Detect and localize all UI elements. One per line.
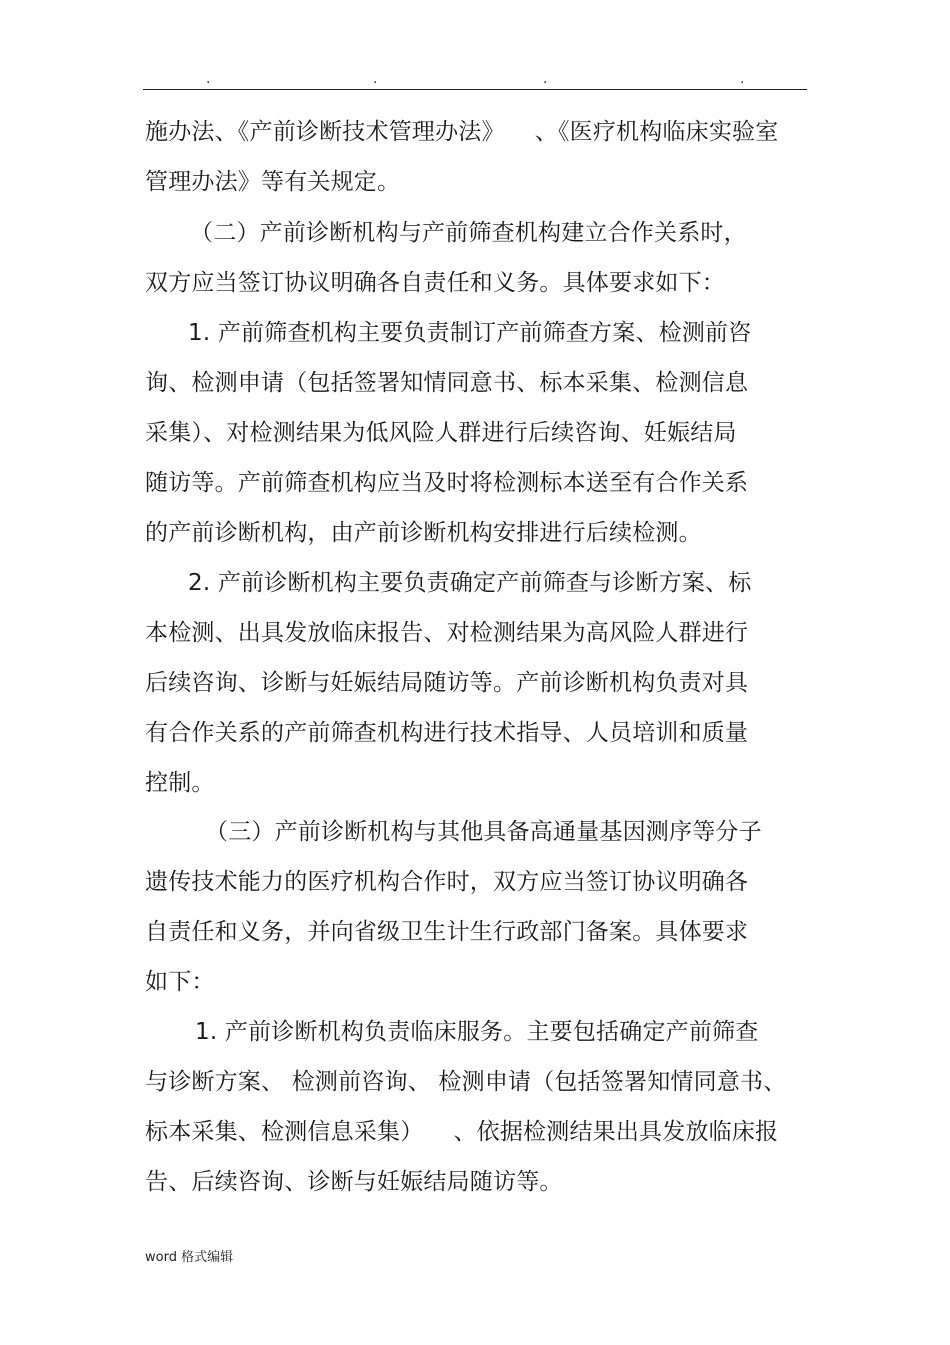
body-line: 采集）、对检测结果为低风险人群进行后续咨询、妊娠结局 xyxy=(145,420,737,446)
section-heading: （二）产前诊断机构与产前筛查机构建立合作关系时， xyxy=(190,220,747,246)
list-item: 1. 产前诊断机构负责临床服务。主要包括确定产前筛查 xyxy=(195,1019,759,1045)
section-heading: （三）产前诊断机构与其他具备高通量基因测序等分子 xyxy=(205,819,762,845)
body-line: 自责任和义务，并向省级卫生计生行政部门备案。具体要求 xyxy=(145,919,749,945)
body-line: 随访等。产前筛查机构应当及时将检测标本送至有合作关系 xyxy=(145,470,749,496)
body-line: 本检测、出具发放临床报告、对检测结果为高风险人群进行 xyxy=(145,620,749,646)
body-line: 有合作关系的产前筛查机构进行技术指导、人员培训和质量 xyxy=(145,720,749,746)
body-line: 的产前诊断机构，由产前诊断机构安排进行后续检测。 xyxy=(145,520,702,546)
body-line: 标本采集、检测信息采集） 、依据检测结果出具发放临床报 xyxy=(145,1119,779,1145)
body-line: 管理办法》等有关规定。 xyxy=(145,169,401,195)
header-rule xyxy=(143,89,807,90)
header-dot: . xyxy=(206,71,211,87)
header-dot: . xyxy=(740,71,745,87)
body-line: 施办法、《产前诊断技术管理办法》 、《医疗机构临床实验室 xyxy=(145,119,779,145)
body-line: 询、检测申请（包括签署知情同意书、标本采集、检测信息 xyxy=(145,370,749,396)
header-dot: . xyxy=(543,71,548,87)
body-line: 后续咨询、诊断与妊娠结局随访等。产前诊断机构负责对具 xyxy=(145,670,749,696)
body-line: 与诊断方案、 检测前咨询、 检测申请（包括签署知情同意书、 xyxy=(145,1069,787,1095)
body-line: 如下： xyxy=(145,969,215,995)
body-line: 遗传技术能力的医疗机构合作时，双方应当签订协议明确各 xyxy=(145,869,749,895)
list-item: 2. 产前诊断机构主要负责确定产前筛查与诊断方案、标 xyxy=(188,570,752,596)
body-line: 告、后续咨询、诊断与妊娠结局随访等。 xyxy=(145,1169,563,1195)
footer-note: word 格式编辑 xyxy=(145,1250,234,1265)
body-line: 控制。 xyxy=(145,770,215,796)
header-dot: . xyxy=(373,71,378,87)
body-line: 双方应当签订协议明确各自责任和义务。具体要求如下： xyxy=(145,270,725,296)
list-item: 1. 产前筛查机构主要负责制订产前筛查方案、检测前咨 xyxy=(188,320,752,346)
